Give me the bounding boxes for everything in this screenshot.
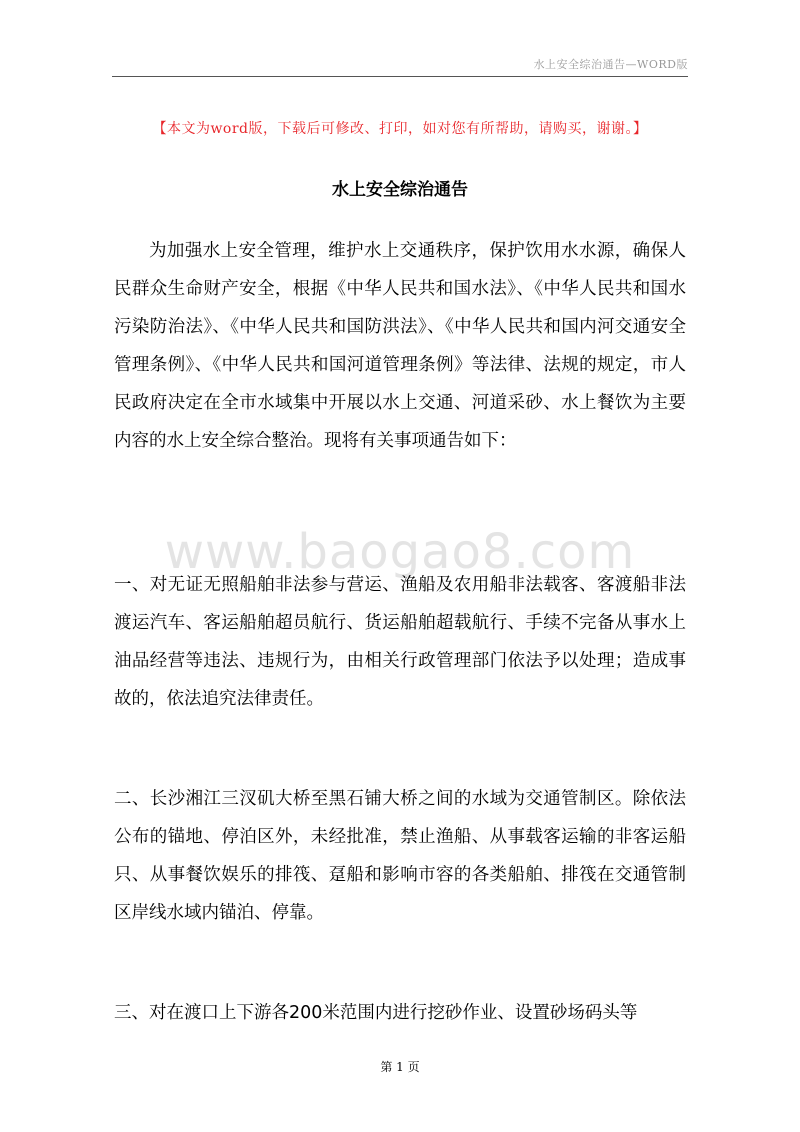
download-notice: 【本文为word版，下载后可修改、打印，如对您有所帮助，请购买，谢谢。】 (152, 121, 648, 137)
paragraph-3: 三、对在渡口上下游各200米范围内进行挖砂作业、设置砂场码头等 (114, 1003, 638, 1023)
paragraph-1: 一、对无证无照船舶非法参与营运、渔船及农用船非法载客、客渡船非法渡运汽车、客运船舶超员航行、货运船舶超载航行、手续不完备从事水上油品经营等违法、违规行为，由相关行政管理部门依法予以处理；造成事故的，依法追究法律责任。 (114, 575, 686, 709)
running-header: 水上安全综治通告—WORD版 (533, 58, 688, 71)
page-number: 第 1 页 (380, 1060, 420, 1074)
header-divider (112, 76, 688, 77)
intro-paragraph: 为加强水上安全管理，维护水上交通秩序，保护饮用水水源，确保人民群众生命财产安全，根据《中华人民共和国水法》、《中华人民共和国水污染防治法》、《中华人民共和国防洪法》、《中华人民共和国内河交通安全管理条例》、《中华人民共和国河道管理条例》等法律、法规的规定，市人民政府决定在全市水域集中开展以水上交通、河道采砂、水上餐饮为主要内容的水上安全综合整治。现将有关事项通告如下： (114, 241, 686, 451)
paragraph-2: 二、长沙湘江三汊矶大桥至黑石铺大桥之间的水域为交通管制区。除依法公布的锚地、停泊区外，未经批准，禁止渔船、从事载客运输的非客运船只、从事餐饮娱乐的排筏、趸船和影响市容的各类船舶、排筏在交通管制区岸线水域内锚泊、停靠。 (114, 789, 686, 923)
watermark: www.baogao8.com (164, 524, 636, 580)
document-title: 水上安全综治通告 (332, 180, 468, 200)
